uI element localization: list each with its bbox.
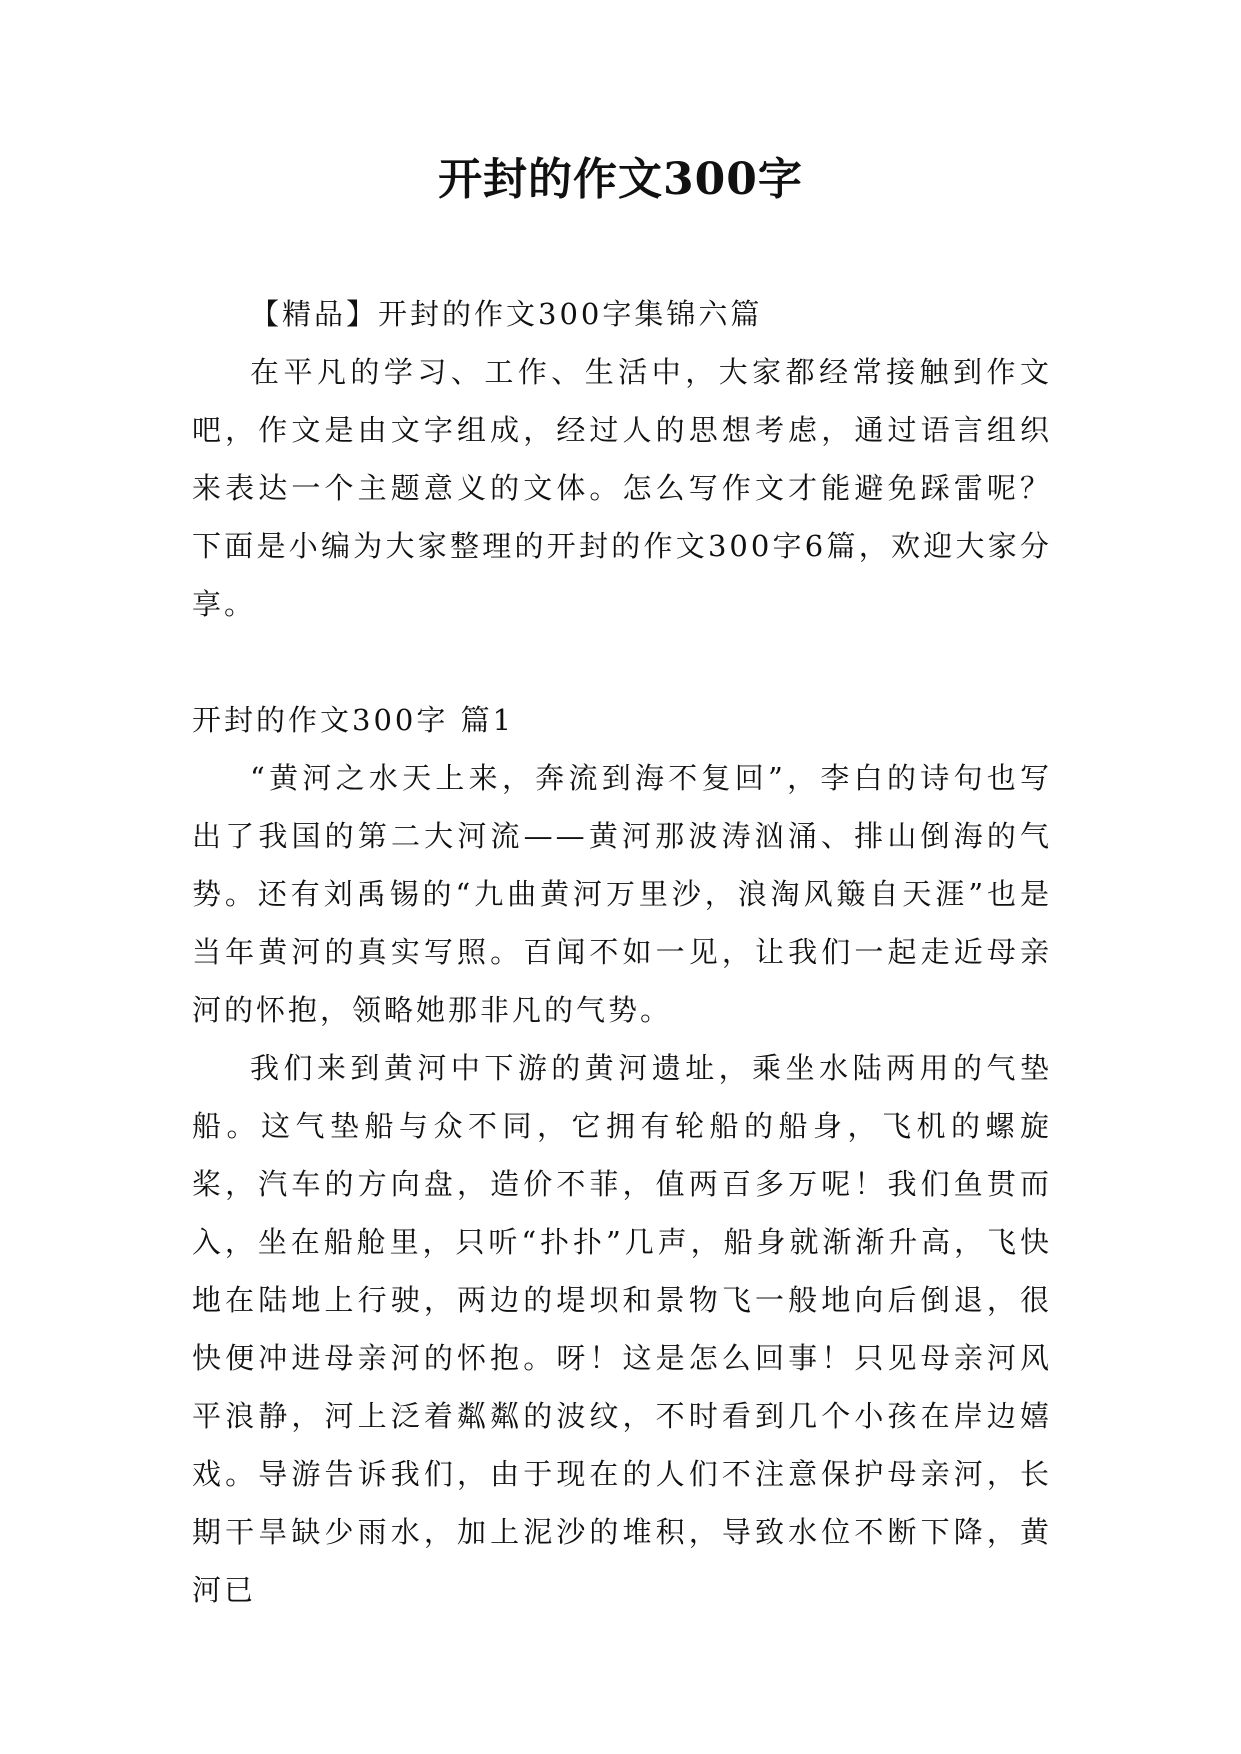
page-title: 开封的作文300字: [438, 154, 803, 205]
intro-paragraph: 在平凡的学习、工作、生活中，大家都经常接触到作文吧，作文是由文字组成，经过人的思想考虑，通过语言组织来表达一个主题意义的文体。怎么写作文才能避免踩雷呢？下面是小编为大家整理的开封的作文300字6篇，欢迎大家分享。: [192, 355, 1052, 621]
intro-heading: 【精品】开封的作文300字集锦六篇: [250, 297, 763, 331]
document-body: [192, 285, 1052, 1619]
section-heading: 开封的作文300字 篇1: [192, 703, 515, 737]
body-paragraph: 我们来到黄河中下游的黄河遗址，乘坐水陆两用的气垫船。这气垫船与众不同，它拥有轮船的船身，飞机的螺旋桨，汽车的方向盘，造价不菲，值两百多万呢！我们鱼贯而入，坐在船舱里，只听“扑扑”几声，船身就渐渐升高，飞快地在陆地上行驶，两边的堤坝和景物飞一般地向后倒退，很快便冲进母亲河的怀抱。呀！这是怎么回事！只见母亲河风平浪静，河上泛着粼粼的波纹，不时看到几个小孩在岸边嬉戏。导游告诉我们，由于现在的人们不注意保护母亲河，长期干旱缺少雨水，加上泥沙的堆积，导致水位不断下降，黄河已: [192, 1051, 1052, 1607]
body-paragraph: “黄河之水天上来，奔流到海不复回”，李白的诗句也写出了我国的第二大河流——黄河那波涛汹涌、排山倒海的气势。还有刘禹锡的“九曲黄河万里沙，浪淘风簸自天涯”也是当年黄河的真实写照。百闻不如一见，让我们一起走近母亲河的怀抱，领略她那非凡的气势。: [192, 761, 1052, 1027]
